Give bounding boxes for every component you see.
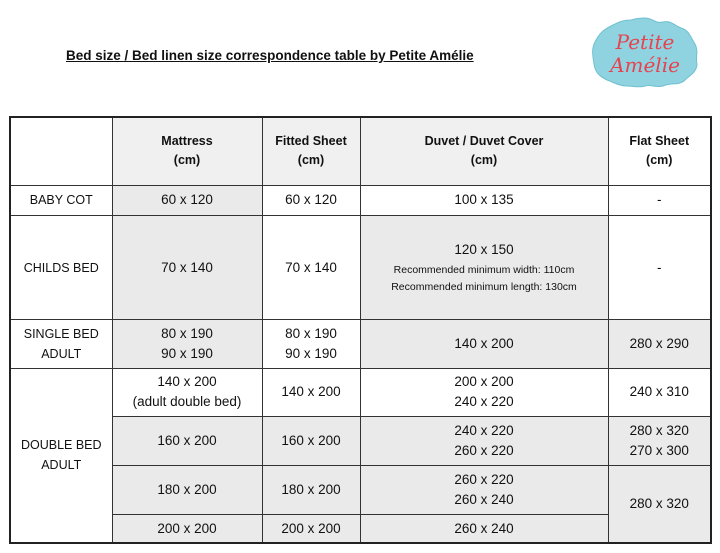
single-mattress-2: 90 x 190	[161, 346, 213, 362]
cell-childs-fitted: 70 x 140	[262, 215, 360, 319]
single-fitted-2: 90 x 190	[285, 346, 337, 362]
label-baby-cot: BABY COT	[10, 185, 112, 215]
cell-double1-flat: 240 x 310	[608, 368, 711, 416]
header-row	[10, 117, 711, 185]
label-single-bed	[10, 320, 112, 368]
cell-baby-mattress: 60 x 120	[112, 185, 262, 215]
cell-childs-mattress: 70 x 140	[112, 215, 262, 319]
double1-mattress-1: 140 x 200	[157, 374, 217, 390]
cell-baby-duvet: 100 x 135	[360, 185, 608, 215]
double2-duvet-2: 260 x 220	[454, 442, 514, 458]
row-double-2	[10, 416, 711, 465]
row-childs-bed	[10, 215, 711, 319]
label-single-l2: ADULT	[41, 347, 82, 362]
label-double-l1: DOUBLE BED	[20, 438, 102, 453]
cell-double1-fitted: 140 x 200	[262, 368, 360, 416]
logo-line2: Amélie	[610, 53, 680, 77]
double3-duvet-1: 260 x 220	[454, 472, 514, 488]
cell-double2-duvet	[360, 416, 608, 465]
row-single-bed	[10, 320, 711, 368]
header-duvet-l2: (cm)	[470, 153, 498, 168]
cell-double1-mattress	[112, 368, 262, 416]
header-mattress-l2: (cm)	[173, 153, 201, 168]
cell-baby-flat: -	[608, 185, 711, 215]
label-single-l1: SINGLE BED	[23, 327, 99, 342]
header-fitted	[262, 117, 360, 185]
header-duvet-l1: Duvet / Duvet Cover	[424, 134, 544, 149]
single-mattress-1: 80 x 190	[161, 326, 213, 342]
header-mattress-l1: Mattress	[161, 134, 213, 149]
cell-double3-fitted: 180 x 200	[262, 466, 360, 515]
header-duvet	[360, 117, 608, 185]
row-double-1	[10, 368, 711, 416]
double1-duvet-1: 200 x 200	[454, 374, 514, 390]
single-fitted-1: 80 x 190	[285, 326, 337, 342]
cell-double4-fitted: 200 x 200	[262, 515, 360, 543]
cell-double2-fitted: 160 x 200	[262, 416, 360, 465]
childs-duvet-note-width: Recommended minimum width: 110cm	[393, 263, 575, 276]
cell-single-fitted	[262, 320, 360, 368]
double2-flat-1: 280 x 320	[629, 422, 689, 438]
page-title: Bed size / Bed linen size correspondence table by Petite Amélie	[66, 48, 474, 63]
childs-duvet-size: 120 x 150	[454, 241, 514, 257]
cell-single-flat: 280 x 290	[608, 320, 711, 368]
cell-single-mattress	[112, 320, 262, 368]
cell-double4-mattress: 200 x 200	[112, 515, 262, 543]
header-fitted-l2: (cm)	[297, 153, 325, 168]
cell-childs-duvet	[360, 215, 608, 319]
double3-duvet-2: 260 x 240	[454, 492, 514, 508]
label-double-bed	[10, 368, 112, 543]
double1-duvet-2: 240 x 220	[454, 394, 514, 410]
cell-double34-flat: 280 x 320	[608, 466, 711, 543]
header-fitted-l1: Fitted Sheet	[275, 134, 347, 149]
cell-childs-flat: -	[608, 215, 711, 319]
row-double-3	[10, 466, 711, 515]
cell-double2-flat	[608, 416, 711, 465]
double2-flat-2: 270 x 300	[629, 442, 689, 458]
header-mattress	[112, 117, 262, 185]
corner-cell	[10, 117, 112, 185]
cell-double1-duvet	[360, 368, 608, 416]
childs-duvet-note-length: Recommended minimum length: 130cm	[391, 280, 577, 293]
cell-double3-duvet	[360, 466, 608, 515]
cell-double4-duvet: 260 x 240	[360, 515, 608, 543]
row-double-4	[10, 515, 711, 543]
petite-amelie-logo	[591, 16, 699, 88]
header-flat	[608, 117, 711, 185]
cell-double2-mattress: 160 x 200	[112, 416, 262, 465]
cell-single-duvet: 140 x 200	[360, 320, 608, 368]
label-childs-bed: CHILDS BED	[10, 215, 112, 319]
size-table	[9, 116, 712, 544]
double1-mattress-2: (adult double bed)	[132, 394, 242, 410]
logo-line1: Petite	[615, 30, 675, 54]
cell-double3-mattress: 180 x 200	[112, 466, 262, 515]
double2-duvet-1: 240 x 220	[454, 422, 514, 438]
label-double-l2: ADULT	[41, 458, 82, 473]
cell-baby-fitted: 60 x 120	[262, 185, 360, 215]
row-baby-cot	[10, 185, 711, 215]
header-flat-l2: (cm)	[646, 153, 673, 168]
header-flat-l1: Flat Sheet	[629, 134, 690, 149]
